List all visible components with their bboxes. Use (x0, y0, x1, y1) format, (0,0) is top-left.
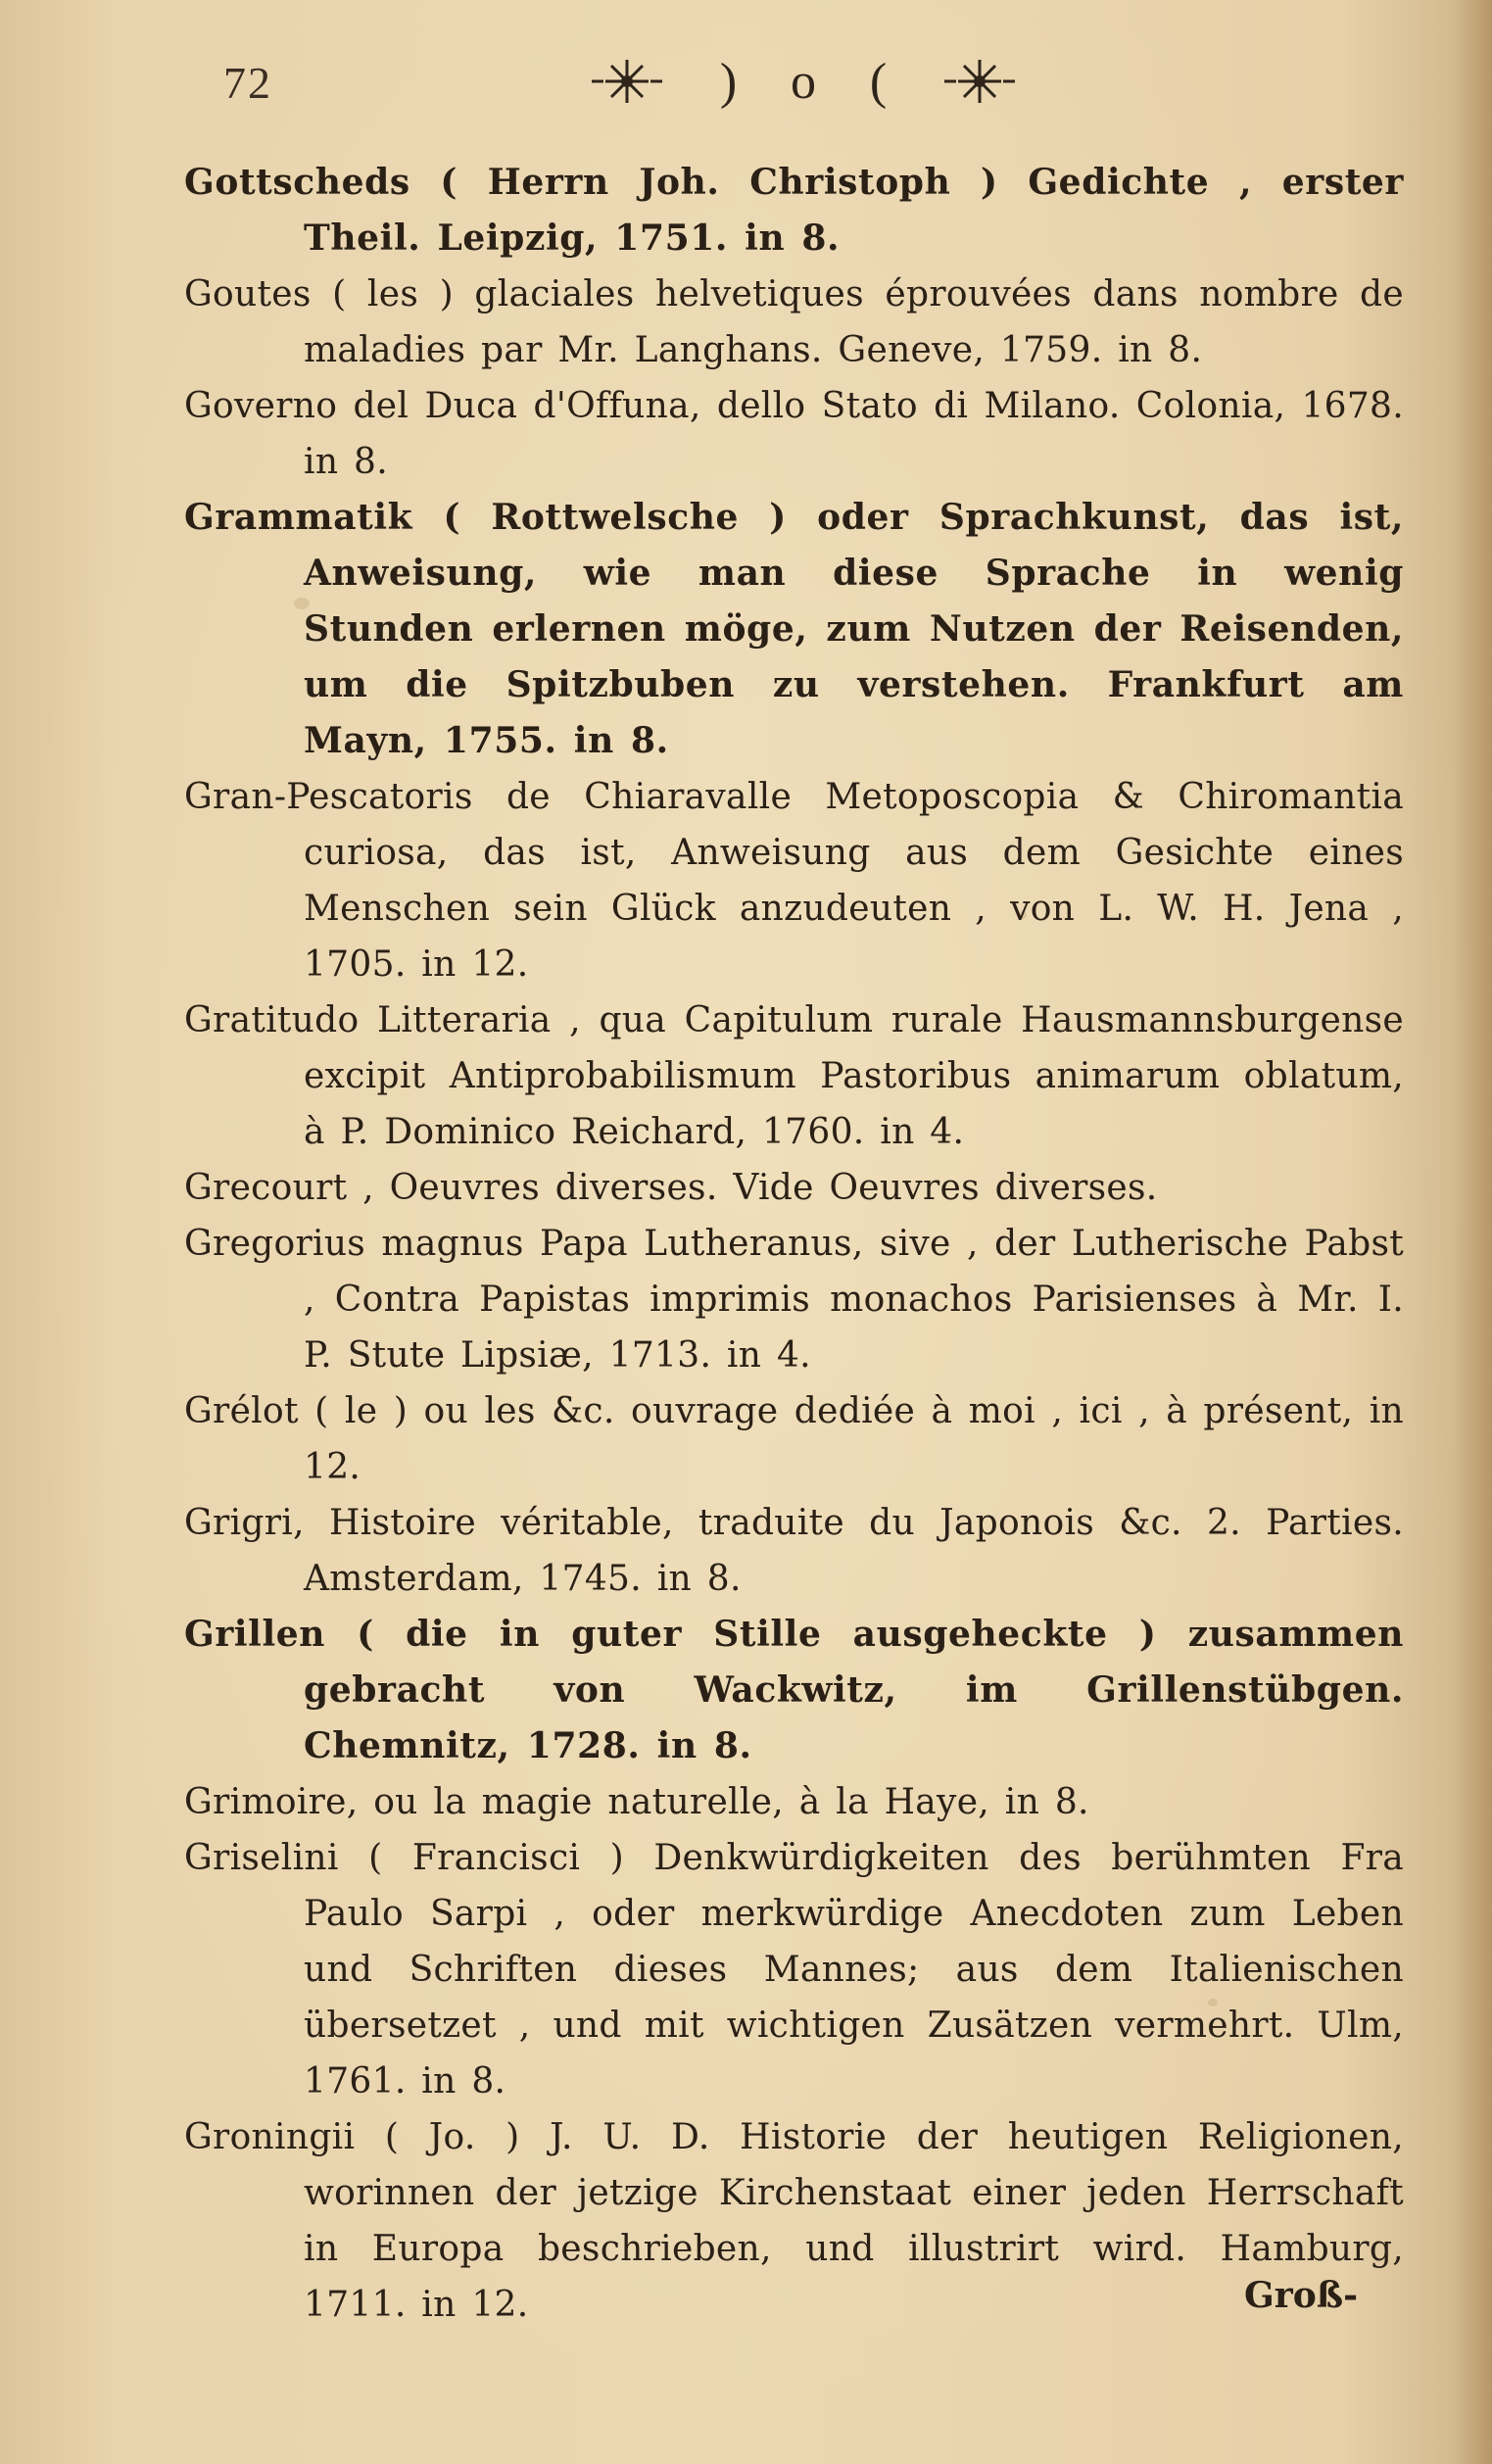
header-ornament (588, 47, 1019, 116)
ornament-bracket-right: ( (869, 53, 888, 110)
catalogue-entry: Grélot ( le ) ou les &c. ouvrage dediée à moi , ici , à présent, in 12. (184, 1391, 1404, 1487)
catalogue-entry: Griselini ( Francisci ) Denkwürdigkeiten des berühmten Fra Paulo Sarpi , oder merkwürdige Anecdoten zum Leben und Schriften dieses Mannes; aus dem Italienischen übersetzet , und mit wichtigen Zusätzen vermehrt. Ulm, 1761. in 8. (184, 1838, 1404, 2102)
ornament-bracket-left: ) (719, 53, 738, 110)
catalogue-entries (184, 155, 1404, 2333)
catalogue-entry: Gran-Pescatoris de Chiaravalle Metoposcopia & Chiromantia curiosa, das ist, Anweisung aus dem Gesichte eines Menschen sein Glück anzudeuten , von L. W. H. Jena , 1705. in 12. (184, 777, 1404, 985)
catalogue-entry: Gratitudo Litteraria , qua Capitulum rurale Hausmannsburgense excipit Antiprobabilismum Pastoribus animarum oblatum, à P. Dominico Reichard, 1760. in 4. (184, 1000, 1404, 1152)
ornament-center: o (790, 53, 816, 110)
catchword: Groß- (1244, 2275, 1359, 2316)
catalogue-entry: Goutes ( les ) glaciales helvetiques éprouvées dans nombre de maladies par Mr. Langhans. Geneve, 1759. in 8. (184, 274, 1404, 370)
catalogue-entry: Gregorius magnus Papa Lutheranus, sive , der Lutherische Pabst , Contra Papistas imprimis monachos Parisienses à Mr. I. P. Stute Lipsiæ, 1713. in 4. (184, 1224, 1404, 1376)
catalogue-entry: Grammatik ( Rottwelsche ) oder Sprachkunst, das ist, Anweisung, wie man diese Sprache in wenig Stunden erlernen möge, zum Nutzen der Reisenden, um die Spitzbuben zu verstehen. Frankfurt am Mayn, 1755. in 8. (184, 497, 1404, 761)
catalogue-entry: Grecourt , Oeuvres diverses. Vide Oeuvres diverses. (184, 1168, 1158, 1208)
catalogue-entry: Grimoire, ou la magie naturelle, à la Haye, in 8. (184, 1782, 1089, 1822)
fleuron-right-icon (940, 52, 1019, 111)
catalogue-entry: Grigri, Histoire véritable, traduite du Japonois &c. 2. Parties. Amsterdam, 1745. in 8. (184, 1503, 1404, 1599)
page-number: 72 (223, 58, 272, 108)
page-header (0, 39, 1492, 127)
catalogue-entry: Groningii ( Jo. ) J. U. D. Historie der heutigen Religionen, worinnen der jetzige Kirchenstaat einer jeden Herrschaft in Europa beschrieben, und illustrirt wird. Hamburg, 1711. in 12. (184, 2117, 1404, 2325)
catalogue-entry: Governo del Duca d'Offuna, dello Stato di Milano. Colonia, 1678. in 8. (184, 386, 1404, 482)
catalogue-entry: Grillen ( die in guter Stille ausgeheckte ) zusammen gebracht von Wackwitz, im Grillenstübgen. Chemnitz, 1728. in 8. (184, 1614, 1404, 1766)
page-edge-shadow (1453, 0, 1492, 2464)
fleuron-left-icon (588, 52, 666, 111)
catalogue-entry: Gottscheds ( Herrn Joh. Christoph ) Gedichte , erster Theil. Leipzig, 1751. in 8. (184, 162, 1404, 259)
